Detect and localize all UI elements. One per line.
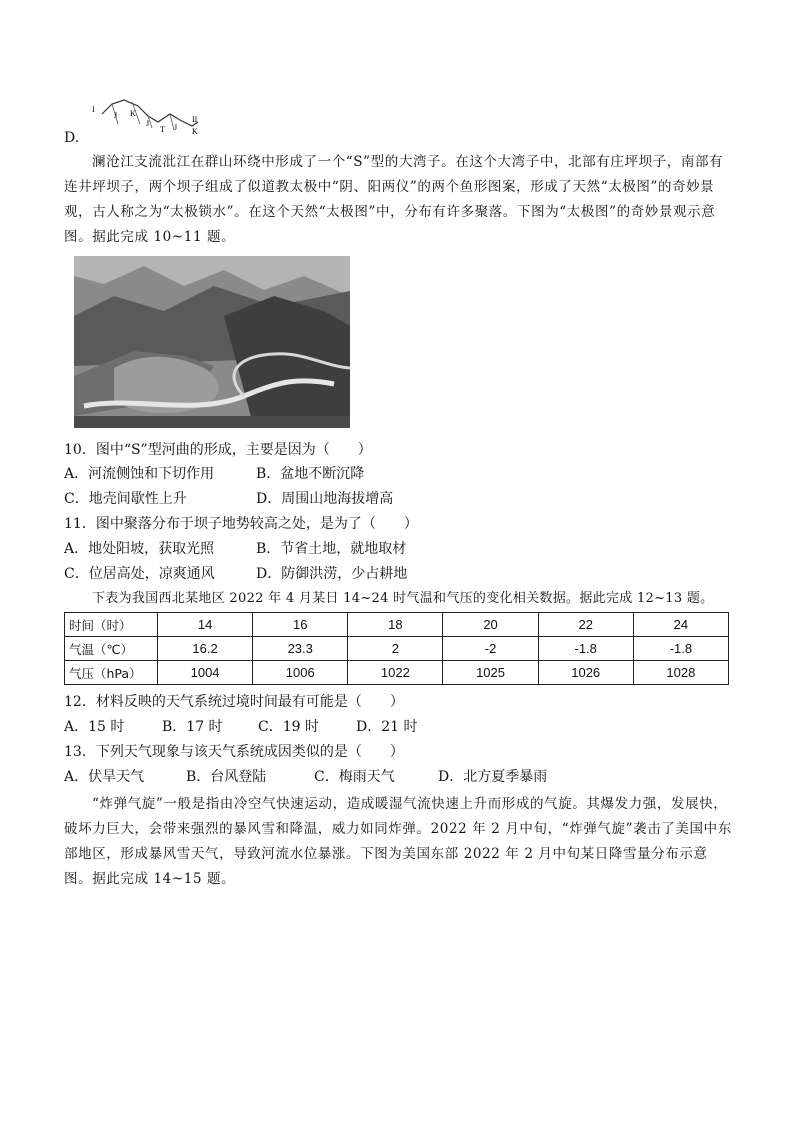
table-row-pressure xyxy=(65,661,729,685)
diagram-label: K xyxy=(130,109,136,118)
table-row-temperature xyxy=(65,637,729,661)
q11-option-a[interactable]: A．地处阳坡，获取光照 xyxy=(64,541,215,557)
table-row-time xyxy=(65,613,729,637)
q12-option-b[interactable]: B．17 时 xyxy=(162,719,223,735)
q12-option-c[interactable]: C．19 时 xyxy=(258,719,319,735)
diagram-label: J xyxy=(114,111,118,120)
table-cell: 24 xyxy=(633,613,728,637)
q13-option-a[interactable]: A．伏旱天气 xyxy=(64,769,145,785)
table-cell: 20 xyxy=(443,613,538,637)
table-cell: 1028 xyxy=(633,661,728,685)
q12-option-a[interactable]: A．15 时 xyxy=(64,719,125,735)
table-cell: -1.8 xyxy=(538,637,633,661)
table-cell: 22 xyxy=(538,613,633,637)
row-label: 气温（℃） xyxy=(65,637,158,661)
table-cell: 18 xyxy=(348,613,443,637)
diagram-label: J xyxy=(146,119,150,128)
table-intro: 下表为我国西北某地区 2022 年 4 月某日 14~24 时气温和气压的变化相关数据。据此完成 12~13 题。 xyxy=(92,591,714,606)
q11-stem: 11．图中聚落分布于坝子地势较高之处，是为了（ ） xyxy=(64,516,418,532)
option-d-label: D. xyxy=(64,130,80,146)
q13-option-d[interactable]: D．北方夏季暴雨 xyxy=(438,769,548,785)
table-cell: -1.8 xyxy=(633,637,728,661)
weather-data-table xyxy=(64,612,729,685)
table-cell: 1022 xyxy=(348,661,443,685)
table-cell: 16.2 xyxy=(158,637,253,661)
diagram-label: J xyxy=(174,123,178,132)
q10-option-d[interactable]: D．周围山地海拔增高 xyxy=(256,491,394,507)
table-cell: 1025 xyxy=(443,661,538,685)
row-label: 时间（时） xyxy=(65,613,158,637)
taiji-landscape-photo xyxy=(74,256,350,428)
q11-option-b[interactable]: B．节省土地，就地取材 xyxy=(256,541,407,557)
q11-option-c[interactable]: C．位居高处，凉爽通风 xyxy=(64,566,215,582)
row-label: 气压（hPa） xyxy=(65,661,158,685)
table-cell: 16 xyxy=(253,613,348,637)
diagram-label: K xyxy=(192,127,198,136)
q10-option-a[interactable]: A．河流侧蚀和下切作用 xyxy=(64,466,215,482)
table-cell: 1004 xyxy=(158,661,253,685)
table-cell: 1006 xyxy=(253,661,348,685)
landscape-image xyxy=(74,256,350,428)
diagram-label: T xyxy=(160,125,165,134)
q10-stem: 10．图中“S”型河曲的形成，主要是因为（ ） xyxy=(64,442,372,458)
table-cell: -2 xyxy=(443,637,538,661)
q13-option-c[interactable]: C．梅雨天气 xyxy=(314,769,395,785)
q10-option-b[interactable]: B．盆地不断沉降 xyxy=(256,466,365,482)
table-cell: 23.3 xyxy=(253,637,348,661)
passage-bomb-cyclone: “炸弹气旋”一般是指由冷空气快速运动，造成暖湿气流快速上升而形成的气旋。其爆发力强，发展快，破坏力巨大，会带来强烈的暴风雪和降温，威力如同炸弹。2022 年 2 月中旬，“炸弹气旋”袭击了美国中东部地区，形成暴风雪天气，导致河流水位暴涨。下图为美国东部 2022 年 2 月中旬某日降雪量分布示意图。据此完成 14~15 题。 xyxy=(64,796,732,887)
q10-option-c[interactable]: C．地壳间歇性上升 xyxy=(64,491,187,507)
diagram-label: II xyxy=(192,115,198,124)
q13-stem: 13．下列天气现象与该天气系统成因类似的是（ ） xyxy=(64,744,404,760)
cross-section-diagram xyxy=(88,96,208,138)
table-cell: 14 xyxy=(158,613,253,637)
table-cell: 1026 xyxy=(538,661,633,685)
q12-option-d[interactable]: D．21 时 xyxy=(356,719,418,735)
passage-taiji: 澜沧江支流沘江在群山环绕中形成了一个“S”型的大湾子。在这个大湾子中，北部有庄坪坝子，南部有连井坪坝子，两个坝子组成了似道教太极中“阴、阳两仪”的两个鱼形图案，形成了天然“太极图”的奇妙景观，古人称之为“太极锁水”。在这个天然“太极图”中，分布有许多聚落。下图为“太极图”的奇妙景观示意图。据此完成 10~11 题。 xyxy=(64,154,724,245)
q11-option-d[interactable]: D．防御洪涝，少占耕地 xyxy=(256,566,408,582)
q13-option-b[interactable]: B．台风登陆 xyxy=(186,769,267,785)
table-cell: 2 xyxy=(348,637,443,661)
q12-stem: 12．材料反映的天气系统过境时间最有可能是（ ） xyxy=(64,694,404,710)
diagram-label: I xyxy=(92,105,95,114)
